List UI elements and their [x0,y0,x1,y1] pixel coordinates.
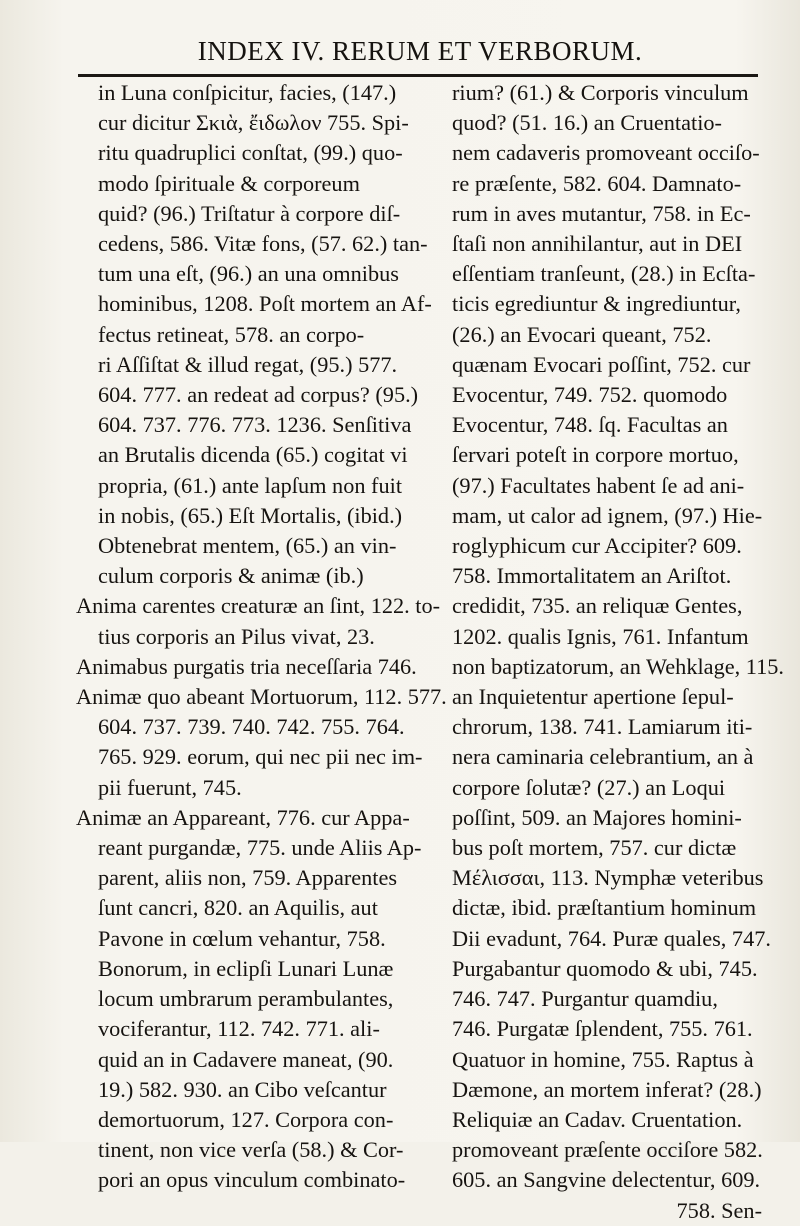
catchword: 758. Sen- [676,1197,762,1223]
index-line: 746. Purgatæ ſplendent, 755. 761. [452,1016,753,1042]
index-line: demortuorum, 127. Corpora con- [98,1106,394,1132]
index-line: eſſentiam tranſeunt, (28.) in Ecſta- [452,261,756,287]
index-line: 604. 737. 776. 773. 1236. Senſitiva [98,412,412,438]
index-line: 746. 747. Purgantur quamdiu, [452,986,718,1012]
running-header: INDEX IV. RERUM ET VERBORUM. [197,36,643,66]
index-line: credidit, 735. an reliquæ Gentes, [452,593,743,619]
index-line: cedens, 586. Vitæ fons, (57. 62.) tan- [98,231,428,257]
index-line: ticis egrediuntur & ingrediuntur, [452,291,741,317]
index-line: ſunt cancri, 820. an Aquilis, aut [98,895,378,921]
index-line: Μέλισσαι, 113. Nymphæ veteribus [452,865,764,891]
index-line: 19.) 582. 930. an Cibo veſcantur [98,1076,387,1102]
index-line: reant purgandæ, 775. unde Aliis Ap- [98,835,422,861]
index-line: 604. 737. 739. 740. 742. 755. 764. [98,714,405,740]
index-line: quod? (51. 16.) an Cruentatio- [452,110,722,136]
index-line: Evocentur, 748. ſq. Facultas an [452,412,728,438]
index-line: quid an in Cadavere maneat, (90. [98,1046,394,1072]
index-line: tius corporis an Pilus vivat, 23. [98,623,375,649]
index-line: parent, aliis non, 759. Apparentes [98,865,398,891]
index-line: 765. 929. eorum, qui nec pii nec im- [98,744,423,770]
index-line: Quatuor in homine, 755. Raptus à [452,1046,754,1072]
index-line: Pavone in cœlum vehantur, 758. [98,925,386,951]
index-line: pori an opus vinculum combinato- [98,1167,406,1193]
index-line: Bonorum, in eclipſi Lunari Lunæ [98,955,394,981]
index-line: Purgabantur quomodo & ubi, 745. [452,955,758,981]
index-line: promoveant præſente occiſore 582. [452,1137,763,1163]
index-line: 1202. qualis Ignis, 761. Infantum [452,623,749,649]
index-line: 604. 777. an redeat ad corpus? (95.) [98,382,419,408]
index-line: an Brutalis dicenda (65.) cogitat vi [98,442,408,468]
index-line: nera caminaria celebrantium, an à [452,744,754,770]
index-line: modo ſpirituale & corporeum [98,170,360,196]
index-line: Reliquiæ an Cadav. Cruentation. [452,1106,743,1132]
index-line: ritu quadruplici conſtat, (99.) quo- [98,140,403,166]
index-line: Animabus purgatis tria neceſſaria 746. [76,653,417,679]
index-line: an Inquietentur apertione ſepul- [452,684,734,710]
index-line: chrorum, 138. 741. Lamiarum iti- [452,714,753,740]
index-line: Dii evadunt, 764. Puræ quales, 747. [452,925,771,951]
index-line: rium? (61.) & Corporis vinculum [452,80,749,105]
index-line: mam, ut calor ad ignem, (97.) Hie- [452,502,763,528]
index-line: quid? (96.) Triſtatur à corpore diſ- [98,200,401,226]
index-line: tum una eſt, (96.) an una omnibus [98,261,399,287]
index-line: ſtaſi non annihilantur, aut in DEI [452,231,743,257]
index-line: ri Aſſiſtat & illud regat, (95.) 577. [98,351,398,377]
index-line: vociferantur, 112. 742. 771. ali- [98,1016,380,1042]
index-line: nem cadaveris promoveant occiſo- [452,140,760,166]
index-line: poſſint, 509. an Majores homini- [452,804,742,830]
index-line: quænam Evocari poſſint, 752. cur [452,351,751,377]
index-line: fectus retineat, 578. an corpo- [98,321,365,347]
index-line: tinent, non vice verſa (58.) & Cor- [98,1137,404,1163]
index-line: Anima carentes creaturæ an ſint, 122. to- [76,593,441,619]
index-line: Animæ quo abeant Mortuorum, 112. 577. [76,684,447,710]
index-line: propria, (61.) ante lapſum non fuit [98,472,403,498]
index-line: 605. an Sangvine delectentur, 609. [452,1167,761,1193]
index-line: ſervari poteſt in corpore mortuo, [452,442,739,468]
index-line: dictæ, ibid. præſtantium hominum [452,895,757,921]
index-line: cur dicitur Σκιὰ, ἔιδωλον 755. Spi- [98,110,409,136]
index-line: in nobis, (65.) Eſt Mortalis, (ibid.) [98,502,403,528]
index-line: roglyphicum cur Accipiter? 609. [452,533,742,559]
index-line: Animæ an Appareant, 776. cur Appa- [76,804,410,830]
index-line: hominibus, 1208. Poſt mortem an Af- [98,291,432,317]
index-line: (97.) Facultates habent ſe ad ani- [452,472,745,498]
index-line: Obtenebrat mentem, (65.) an vin- [98,533,397,559]
index-line: pii fuerunt, 745. [98,774,242,800]
index-line: (26.) an Evocari queant, 752. [452,321,712,347]
index-line: in Luna conſpicitur, facies, (147.) [98,80,397,105]
index-line: bus poſt mortem, 757. cur dictæ [452,835,737,861]
left-column [76,78,447,1196]
index-line: non baptizatorum, an Wehklage, 115. [452,653,784,679]
index-line: Dæmone, an mortem inferat? (28.) [452,1076,762,1102]
index-line: Evocentur, 749. 752. quomodo [452,382,728,408]
header-rule [78,74,758,77]
right-column [452,78,784,1226]
index-line: re præſente, 582. 604. Damnato- [452,170,742,196]
index-line: 758. Immortalitatem an Ariſtot. [452,563,732,589]
index-line: rum in aves mutantur, 758. in Ec- [452,200,751,226]
index-line: culum corporis & animæ (ib.) [98,563,364,589]
index-line: corpore ſolutæ? (27.) an Loqui [452,774,726,800]
index-line: locum umbrarum perambulantes, [98,986,394,1012]
